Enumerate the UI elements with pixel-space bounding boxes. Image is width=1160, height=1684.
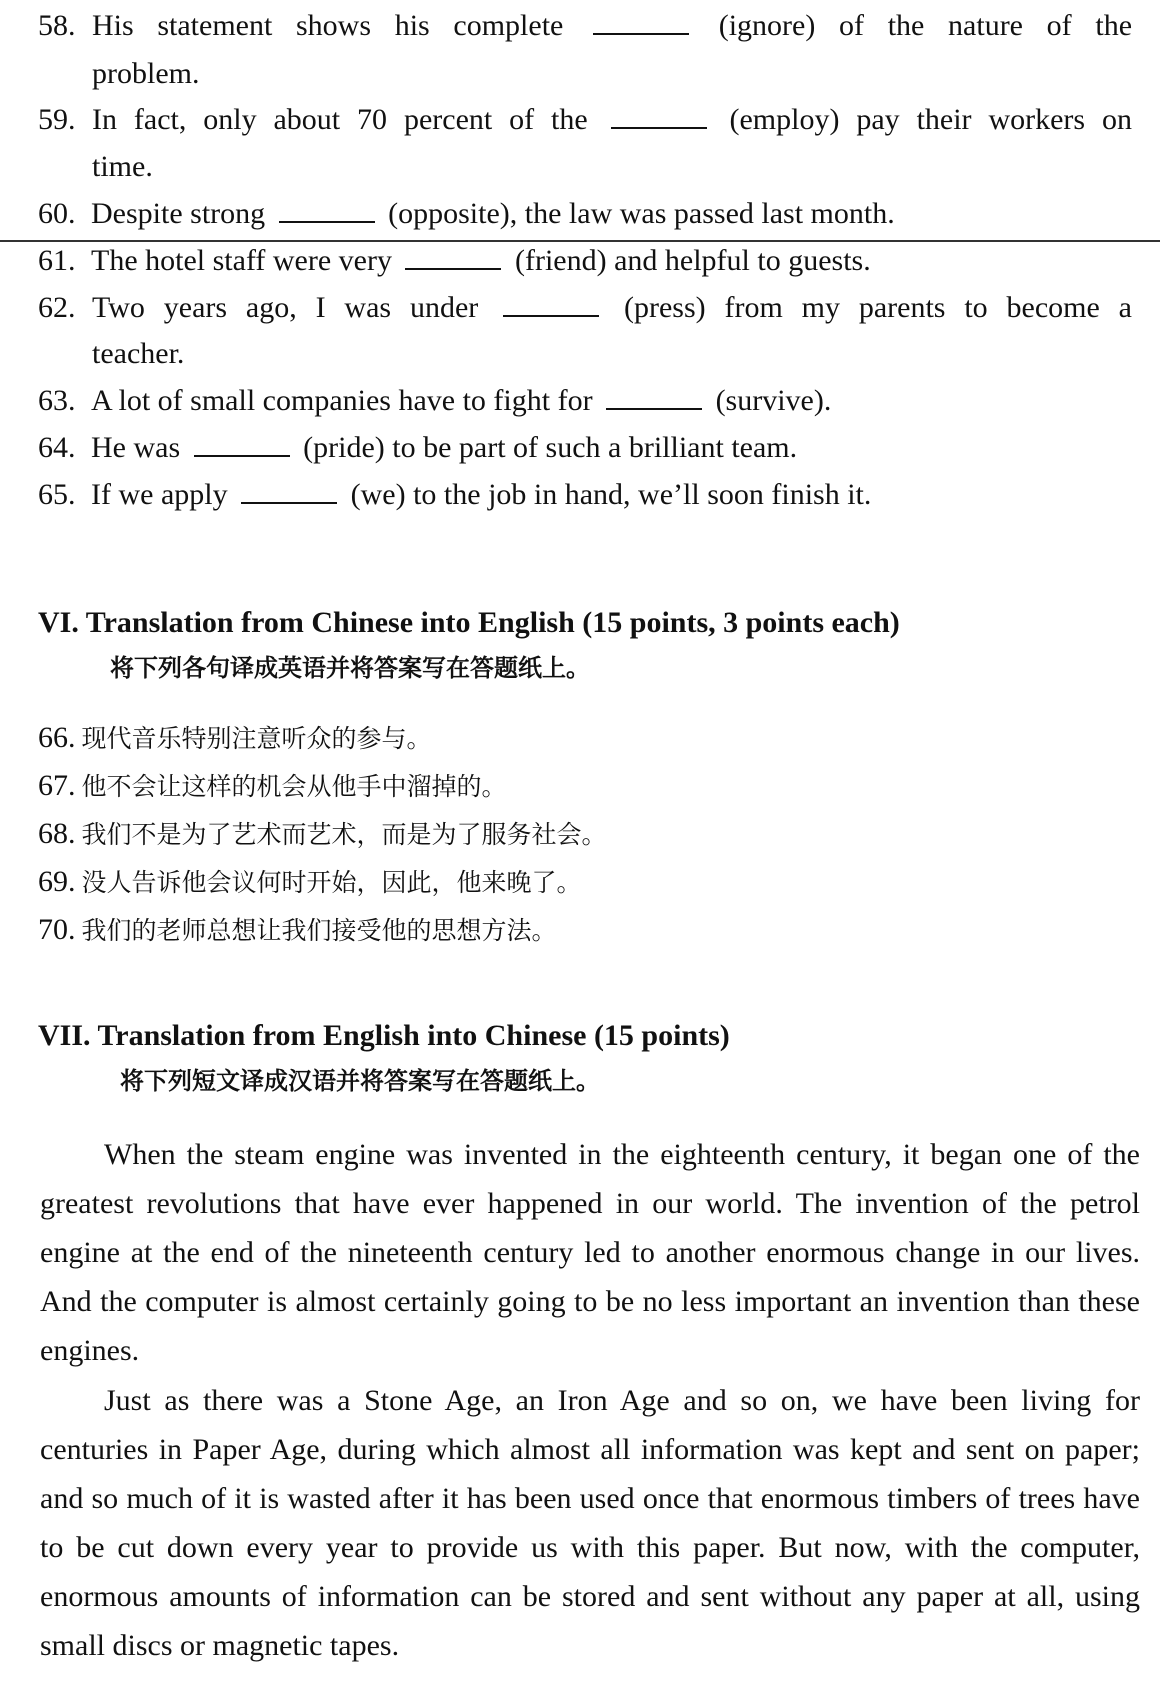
answer-blank[interactable] (611, 103, 707, 129)
question-58-continuation: problem. (92, 57, 200, 90)
section-6-title: VI. Translation from Chinese into English (15 points, 3 points each) (38, 606, 900, 639)
question-hint: (friend) and helpful to guests. (514, 244, 871, 277)
question-number: 64. (38, 431, 76, 464)
question-text: Despite strong (91, 197, 266, 230)
answer-blank[interactable] (279, 197, 375, 223)
question-hint: (survive). (715, 384, 832, 417)
question-text: The hotel staff were very (91, 244, 392, 277)
question-hint: (we) to the job in hand, we’ll soon finish it. (350, 478, 872, 511)
answer-blank[interactable] (503, 291, 599, 317)
question-60 (38, 190, 895, 238)
question-text: 我们不是为了艺术而艺术，而是为了服务社会。 (81, 820, 607, 849)
question-62-continuation: teacher. (92, 337, 185, 370)
question-number: 66. (38, 721, 76, 754)
question-number: 60. (38, 197, 76, 230)
question-hint: (opposite), the law was passed last month. (388, 197, 895, 230)
answer-blank[interactable] (194, 431, 290, 457)
question-64 (38, 424, 797, 472)
answer-blank[interactable] (405, 244, 501, 270)
translation-item-68 (38, 811, 607, 858)
answer-blank[interactable] (241, 478, 337, 504)
question-text: 没人告诉他会议何时开始，因此，他来晚了。 (81, 868, 582, 897)
question-text: His statement shows his complete (92, 9, 564, 42)
question-number: 62. (38, 291, 76, 324)
question-hint: (press) from my parents to become a (623, 291, 1132, 324)
question-text: 他不会让这样的机会从他手中溜掉的。 (81, 772, 507, 801)
section-7-title: VII. Translation from English into Chinese (15 points) (38, 1019, 730, 1052)
question-number: 70. (38, 913, 76, 946)
question-number: 69. (38, 865, 76, 898)
question-text: Two years ago, I was under (92, 291, 479, 324)
question-65 (38, 471, 871, 519)
question-number: 68. (38, 817, 76, 850)
section-7-instruction: 将下列短文译成汉语并将答案写在答题纸上。 (120, 1067, 600, 1095)
question-62 (38, 284, 1143, 332)
question-number: 58. (38, 9, 76, 42)
question-text: In fact, only about 70 percent of the (92, 103, 588, 136)
question-number: 59. (38, 103, 76, 136)
answer-blank[interactable] (593, 9, 689, 35)
question-58 (38, 2, 1143, 50)
passage-paragraph-1 (40, 1130, 1140, 1375)
question-59 (38, 96, 1143, 144)
translation-item-69 (38, 859, 582, 906)
translation-item-66 (38, 715, 432, 762)
question-number: 61. (38, 244, 76, 277)
question-text: If we apply (91, 478, 228, 511)
question-59-continuation: time. (92, 150, 153, 183)
question-text: 我们的老师总想让我们接受他的思想方法。 (81, 916, 557, 945)
question-61 (38, 237, 871, 285)
section-6-instruction: 将下列各句译成英语并将答案写在答题纸上。 (110, 654, 590, 682)
answer-blank[interactable] (606, 384, 702, 410)
question-text: He was (91, 431, 181, 464)
paragraph-text: When the steam engine was invented in the eighteenth century, it began one of the greatest revolutions that have ever happened in our world. The invention of the petrol engine at the end of the nineteenth century led to another enormous change in our lives. And the computer is almost certainly going to be no less important an invention than these engines. (40, 1138, 1140, 1367)
question-number: 63. (38, 384, 76, 417)
paragraph-text: Just as there was a Stone Age, an Iron Age and so on, we have been living for centuries in Paper Age, during which almost all information was kept and sent on paper; and so much of it is wasted after it has been used once that enormous timbers of trees have to be cut down every year to provide us with this paper. But now, with the computer, enormous amounts of information can be stored and sent without any paper at all, using small discs or magnetic tapes. (40, 1384, 1140, 1662)
question-hint: (pride) to be part of such a brilliant team. (303, 431, 798, 464)
question-63 (38, 377, 831, 425)
question-number: 65. (38, 478, 76, 511)
passage-paragraph-2 (40, 1376, 1140, 1670)
question-text: A lot of small companies have to fight for (91, 384, 593, 417)
question-hint: (ignore) of the nature of the (718, 9, 1133, 42)
question-number: 67. (38, 769, 76, 802)
question-text: 现代音乐特别注意听众的参与。 (81, 724, 432, 753)
question-hint: (employ) pay their workers on (729, 103, 1132, 136)
translation-item-70 (38, 907, 557, 954)
translation-item-67 (38, 763, 507, 810)
